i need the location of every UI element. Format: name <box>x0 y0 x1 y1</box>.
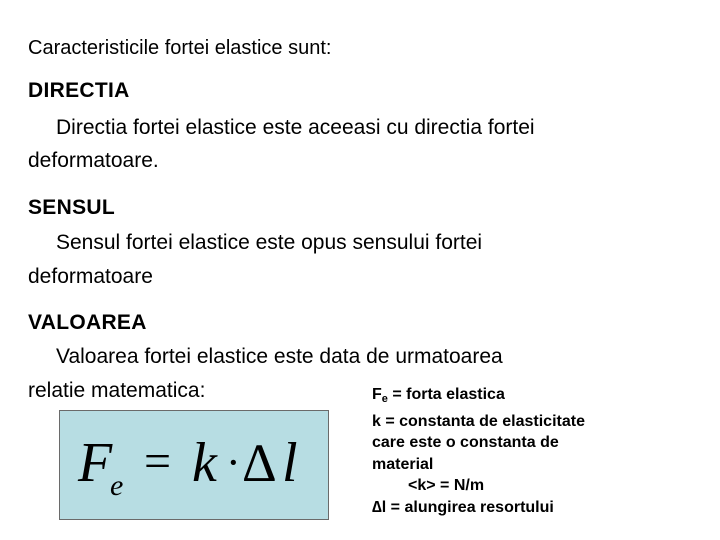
directia-text-line1: Directia fortei elastice este aceeasi cu directia fortei <box>56 116 535 139</box>
formula-equals: = <box>144 435 172 488</box>
legend-k-line1: k = constanta de elasticitate <box>372 412 585 430</box>
sensul-text-line1: Sensul fortei elastice este opus sensului fortei <box>56 231 483 254</box>
legend-k-line3: material <box>372 455 434 473</box>
directia-text-line2: deformatoare. <box>28 149 159 172</box>
intro-text: Caracteristicile fortei elastice sunt: <box>28 37 332 59</box>
heading-directia: DIRECTIA <box>28 79 130 102</box>
legend-k-line2: care este o constanta de <box>372 434 559 451</box>
formula-subscript-e: e <box>110 469 124 502</box>
legend-delta-l: ∆l = alungirea resortului <box>372 498 554 516</box>
valoarea-text-line1: Valoarea fortei elastice este data de urmatoarea <box>56 345 503 368</box>
legend-fe-subscript: e <box>381 393 388 405</box>
formula-F: F <box>78 432 113 494</box>
sensul-text-line2: deformatoare <box>28 265 153 288</box>
formula-l: l <box>282 432 298 494</box>
formula-k: k <box>192 432 217 494</box>
heading-valoarea: VALOAREA <box>28 311 147 334</box>
heading-sensul: SENSUL <box>28 196 115 219</box>
formula-delta: Δ <box>242 433 277 493</box>
legend-fe-symbol: F <box>372 386 382 403</box>
formula-dot: · <box>226 438 241 487</box>
valoarea-text-line2: relatie matematica: <box>28 379 206 402</box>
legend-unit: <k> = N/m <box>408 477 485 494</box>
legend-fe <box>372 384 585 411</box>
legend-fe-text: = forta elastica <box>387 386 505 403</box>
formula-box <box>59 410 329 520</box>
formula-legend <box>372 384 585 518</box>
formula-graphic <box>60 411 328 519</box>
